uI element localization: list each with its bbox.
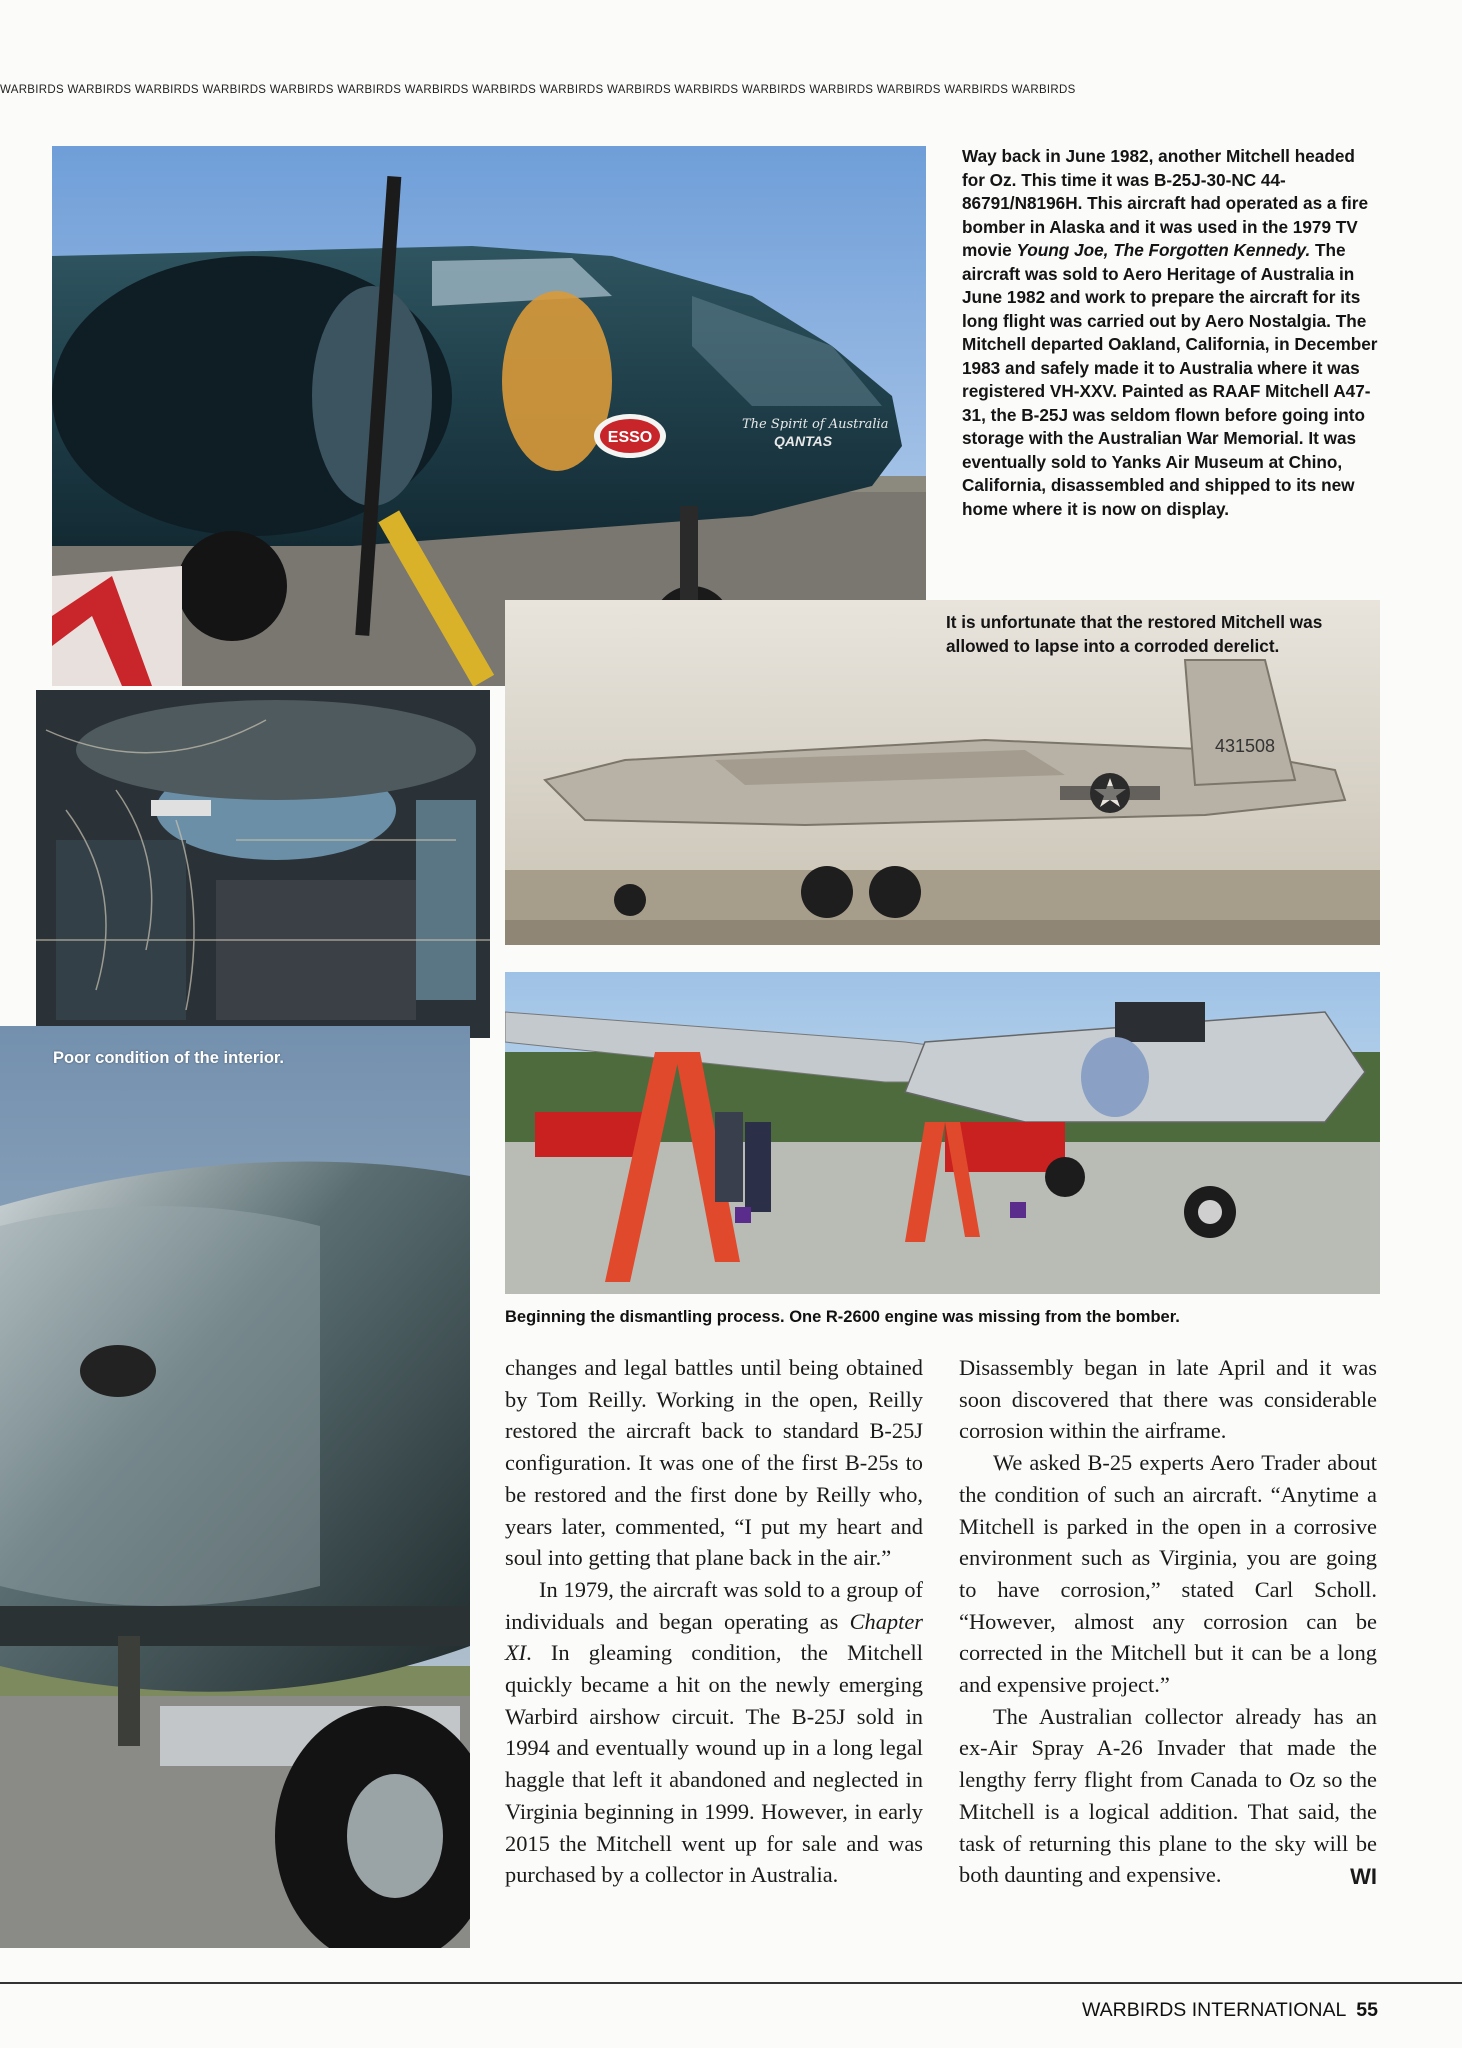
nose-script: The Spirit of Australia: [742, 417, 889, 432]
body-paragraph: In 1979, the aircraft was sold to a group of individuals and began operating as Chapter XI. In gleaming condition, the Mitchell quickly became a hit on the newly emerging Warbird airshow circuit. The B-25J sold in 1994 and eventually wound up in a long legal haggle that left it abandoned and neglected in Virginia beginning in 1999. However, in early 2015 the Mitchell went up for sale and was purchased by a collector in Australia.: [505, 1576, 923, 1888]
body-paragraph: changes and legal battles until being obtained by Tom Reilly. Working in the open, Reilly restored the aircraft back to standard B-25J configuration. It was one of the first B-25s to be restored and the first done by Reilly who, years later, commented, “I put my heart and soul into getting that plane back in the air.”: [505, 1355, 923, 1571]
running-head: WARBIRDS WARBIRDS WARBIRDS WARBIRDS WARBIRDS WARBIRDS WARBIRDS WARBIRDS WARBIRDS WARBIRDS WARBIRDS WARBIRDS WARBIRDS WARBIRDS WARBIRDS WARBIRDS: [0, 84, 1076, 96]
tail-serial: 431508: [1214, 736, 1276, 756]
end-mark: WI: [1350, 1864, 1377, 1890]
body-paragraph: We asked B-25 experts Aero Trader about the condition of such an aircraft. “Anytime a Mitchell is parked in the open in a corrosive environment such as Virginia, you are going to have corrosion,” stated Carl Scholl. “However, almost any corrosion can be corrected in the Mitchell but it can be a long and expensive project.”: [959, 1450, 1377, 1698]
nose-airline: QANTAS: [774, 433, 833, 449]
page-footer: [1082, 1999, 1378, 2022]
page-number: 55: [1356, 1999, 1378, 2021]
body-column-1: [505, 1352, 923, 1891]
photo-interior: [36, 690, 490, 1038]
photo-engine-nacelle: [0, 1026, 470, 1948]
caption-dismantling: Beginning the dismantling process. One R-2600 engine was missing from the bomber.: [505, 1308, 1180, 1326]
sidebar-p2: The aircraft was sold to Aero Heritage of Australia in June 1982 and work to prepare the aircraft for its long flight was carried out by Aero Nostalgia. The Mitchell departed Oakland, California, in December 1983 and safely made it to Australia where it was registered VH-XXV. Painted as RAAF Mitchell A47-31, the B-25J was seldom flown before going into storage with the Australian War Memorial. It was eventually sold to Yanks Air Museum at Chino, California, disassembled and shipped to its new home where it is now on display.: [962, 240, 1378, 519]
body-paragraph: The Australian collector already has an ex-Air Spray A-26 Invader that made the lengthy ferry flight from Canada to Oz so the Mitchell is a logical addition. That said, the task of returning this plane to the sky will be both daunting and expensive. WI: [959, 1701, 1377, 1891]
sidebar-p1: Way back in June 1982, another Mitchell headed for Oz. This time it was B-25J-30-NC 44-86791/N8196H. This aircraft had operated as a fire bomber in Alaska and it was used in the 1979 TV movie: [962, 146, 1369, 260]
publication-name: WARBIRDS INTERNATIONAL: [1081, 1999, 1347, 2021]
photo-dismantling: [505, 972, 1380, 1294]
esso-logo: ESSO: [607, 429, 653, 446]
body-paragraph: Disassembly began in late April and it was soon discovered that there was considerable corrosion within the airframe.: [959, 1355, 1377, 1444]
sidebar-text: [962, 145, 1382, 521]
caption-interior: Poor condition of the interior.: [53, 1049, 284, 1067]
sidebar-movie-title: Young Joe, The Forgotten Kennedy.: [1016, 240, 1311, 260]
caption-derelict: It is unfortunate that the restored Mitchell was allowed to lapse into a corroded derelict.: [946, 612, 1323, 656]
body-column-2: [959, 1352, 1377, 1893]
footer-rule: [0, 1982, 1462, 1984]
